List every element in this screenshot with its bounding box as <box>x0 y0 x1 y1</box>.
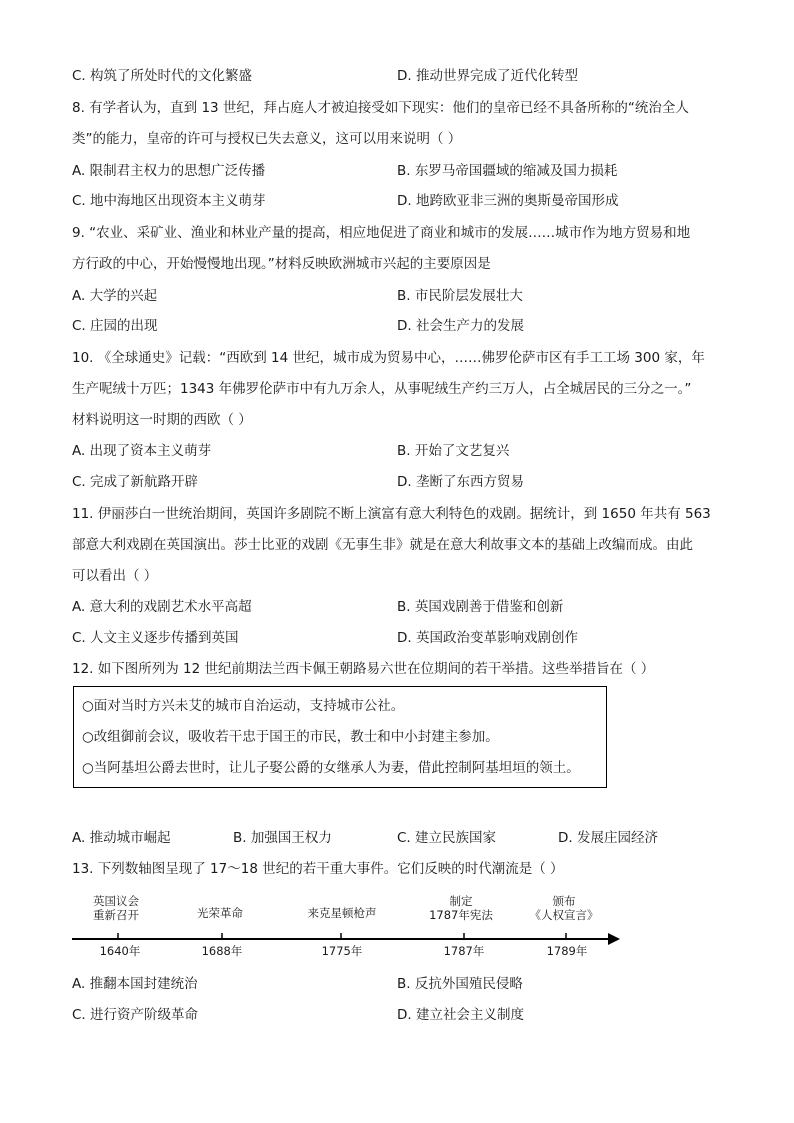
timeline-year-1775: 1775年 <box>321 944 363 958</box>
q13-timeline-diagram <box>70 892 630 964</box>
timeline-event-1640: 英国议会 重新召开 <box>93 894 139 922</box>
q12-measure-2: ○改组御前会议，吸收若干忠于国王的市民，教士和中小封建主参加。 <box>82 729 499 745</box>
q11-option-c: C. 人文主义逐步传播到英国 <box>72 630 239 646</box>
q13-option-c: C. 进行资产阶级革命 <box>72 1007 199 1023</box>
q10-option-a: A. 出现了资本主义萌芽 <box>72 443 212 459</box>
q10-stem-line2: 生产呢绒十万匹；1343 年佛罗伦萨市中有九万余人，从事呢绒生产约三万人，占全城居民的三分之一。” <box>72 381 692 397</box>
q9-stem-line1: 9. “农业、采矿业、渔业和林业产量的提高，相应地促进了商业和城市的发展……城市作为地方贸易和地 <box>72 225 691 241</box>
q10-option-c: C. 完成了新航路开辟 <box>72 474 199 490</box>
timeline-event-1775: 来克星顿枪声 <box>307 906 377 920</box>
timeline-year-1688: 1688年 <box>201 944 243 958</box>
q11-stem-line3: 可以看出（ ） <box>72 568 158 584</box>
timeline-year-1787: 1787年 <box>443 944 485 958</box>
q7-option-c: C. 构筑了所处时代的文化繁盛 <box>72 68 253 84</box>
q11-option-d: D. 英国政治变革影响戏剧创作 <box>397 630 578 646</box>
timeline-event-1688: 光荣革命 <box>197 906 243 920</box>
q10-option-b: B. 开始了文艺复兴 <box>397 443 510 459</box>
q8-stem-line2: 类”的能力，皇帝的许可与授权已失去意义，这可以用来说明（ ） <box>72 131 462 147</box>
q8-option-b: B. 东罗马帝国疆域的缩减及国力损耗 <box>397 163 618 179</box>
q8-stem-line1: 8. 有学者认为，直到 13 世纪，拜占庭人才被迫接受如下现实：他们的皇帝已经不具备所称的“统治全人 <box>72 100 689 116</box>
q9-option-b: B. 市民阶层发展壮大 <box>397 288 523 304</box>
q9-option-d: D. 社会生产力的发展 <box>397 318 524 334</box>
timeline-year-1640: 1640年 <box>99 944 141 958</box>
q12-stem: 12. 如下图所列为 12 世纪前期法兰西卡佩王朝路易六世在位期间的若干举措。这些举措旨在（ ） <box>72 661 655 677</box>
q10-option-d: D. 垄断了东西方贸易 <box>397 474 524 490</box>
q11-option-a: A. 意大利的戏剧艺术水平高超 <box>72 599 252 615</box>
q12-measure-3: ○当阿基坦公爵去世时，让儿子娶公爵的女继承人为妻，借此控制阿基坦垣的领土。 <box>82 760 580 776</box>
q8-option-d: D. 地跨欧亚非三洲的奥斯曼帝国形成 <box>397 193 619 209</box>
q7-option-d: D. 推动世界完成了近代化转型 <box>397 68 578 84</box>
q10-stem-line1: 10. 《全球通史》记载：“西欧到 14 世纪，城市成为贸易中心，……佛罗伦萨市区有手工工场 300 家，年 <box>72 350 705 366</box>
q9-option-c: C. 庄园的出现 <box>72 318 158 334</box>
q12-measures-box <box>73 686 607 788</box>
timeline-event-1789: 颁布 《人权宣言》 <box>529 894 599 922</box>
timeline-event-1787: 制定 1787年宪法 <box>429 894 493 922</box>
q12-option-c: C. 建立民族国家 <box>397 830 497 846</box>
q12-option-d: D. 发展庄园经济 <box>558 830 658 846</box>
q8-option-c: C. 地中海地区出现资本主义萌芽 <box>72 193 266 209</box>
q10-stem-line3: 材料说明这一时期的西欧（ ） <box>72 412 252 428</box>
q13-option-d: D. 建立社会主义制度 <box>397 1007 524 1023</box>
q11-option-b: B. 英国戏剧善于借鉴和创新 <box>397 599 564 615</box>
q13-option-b: B. 反抗外国殖民侵略 <box>397 976 523 992</box>
q11-stem-line2: 部意大利戏剧在英国演出。莎士比亚的戏剧《无事生非》就是在意大利故事文本的基础上改编而成。由此 <box>72 537 693 553</box>
timeline-year-1789: 1789年 <box>546 944 588 958</box>
q12-option-b: B. 加强国王权力 <box>233 830 332 846</box>
q13-option-a: A. 推翻本国封建统治 <box>72 976 198 992</box>
q9-stem-line2: 方行政的中心，开始慢慢地出现。”材料反映欧洲城市兴起的主要原因是 <box>72 256 491 272</box>
q13-stem: 13. 下列数轴图呈现了 17～18 世纪的若干重大事件。它们反映的时代潮流是（ ） <box>72 861 564 877</box>
timeline-arrow-head <box>608 933 620 945</box>
q12-measure-1: ○面对当时方兴未艾的城市自治运动，支持城市公社。 <box>82 698 405 714</box>
q11-stem-line1: 11. 伊丽莎白一世统治期间，英国许多剧院不断上演富有意大利特色的戏剧。据统计，到 1650 年共有 563 <box>72 506 711 522</box>
q12-option-a: A. 推动城市崛起 <box>72 830 171 846</box>
q9-option-a: A. 大学的兴起 <box>72 288 158 304</box>
q8-option-a: A. 限制君主权力的思想广泛传播 <box>72 163 266 179</box>
